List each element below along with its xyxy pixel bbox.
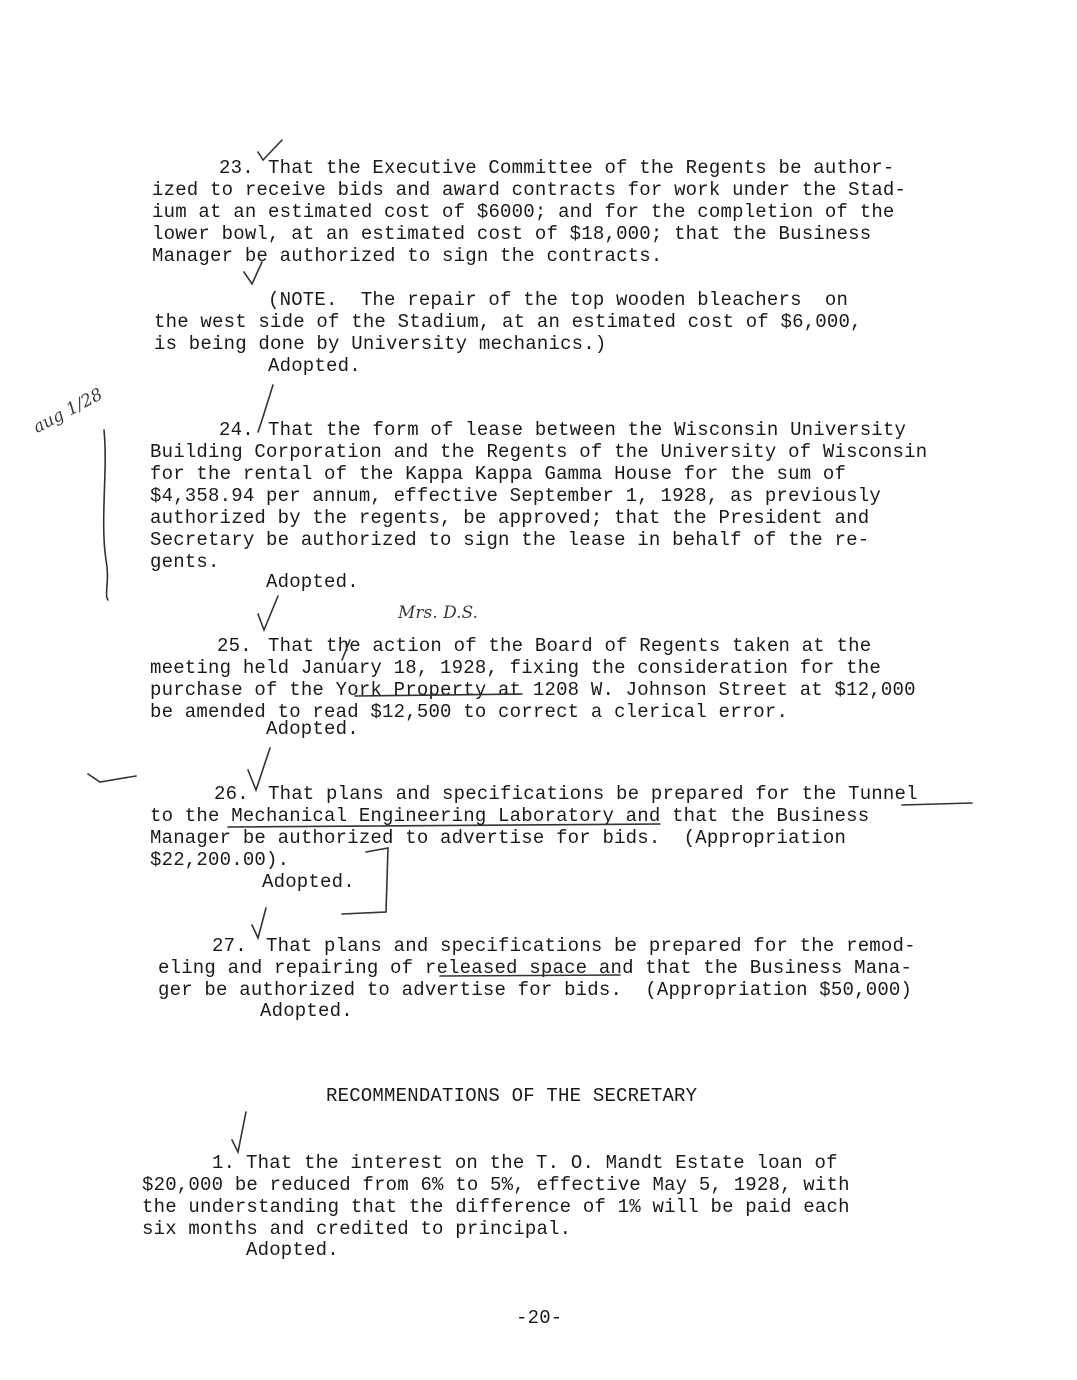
margin-arrow xyxy=(88,774,136,782)
adopted-status: Adopted. xyxy=(266,718,359,740)
item-text-line: That plans and specifications be prepared for the remod- xyxy=(266,935,916,957)
page-number: -20- xyxy=(516,1307,563,1329)
item-number: 1. xyxy=(212,1152,236,1174)
item-text-line: authorized by the regents, be approved; that the President and xyxy=(150,507,870,529)
item-text-line: be amended to read $12,500 to correct a clerical error. xyxy=(150,701,789,723)
checkmark-icon xyxy=(248,748,270,790)
underline-mechanical-lab xyxy=(228,824,660,827)
item-number: 26. xyxy=(214,783,249,805)
item-text-line: six months and credited to principal. xyxy=(142,1218,572,1240)
item-text-line: That the action of the Board of Regents taken at the xyxy=(268,635,872,657)
item-text-line: the understanding that the difference of 1% will be paid each xyxy=(142,1196,850,1218)
item-text-line: ized to receive bids and award contracts for work under the Stad- xyxy=(152,179,907,201)
section-heading: RECOMMENDATIONS OF THE SECRETARY xyxy=(326,1085,698,1107)
item-text-line: Manager be authorized to sign the contracts. xyxy=(152,245,663,267)
item-text-line: Secretary be authorized to sign the lease in behalf of the re- xyxy=(150,529,870,551)
adopted-status: Adopted. xyxy=(262,871,355,893)
checkmark-icon xyxy=(258,596,278,630)
item-text-line: gents. xyxy=(150,551,220,573)
item-text-line: Manager be authorized to advertise for bids. (Appropriation xyxy=(150,827,847,849)
item-text-line: lower bowl, at an estimated cost of $18,000; that the Business xyxy=(152,223,872,245)
item-text-line: Building Corporation and the Regents of the University of Wisconsin xyxy=(150,441,928,463)
note-text-line: (NOTE. The repair of the top wooden bleachers on xyxy=(268,289,849,311)
pen-stroke xyxy=(342,640,350,660)
underline-tunnel xyxy=(902,803,972,805)
item-text-line: ger be authorized to advertise for bids. (Appropriation $50,000) xyxy=(158,979,913,1001)
checkmark-icon xyxy=(258,140,282,160)
item-text-line: to the Mechanical Engineering Laboratory and that the Business xyxy=(150,805,870,827)
bracket-mark xyxy=(342,848,388,914)
adopted-status: Adopted. xyxy=(260,1000,353,1022)
item-text-line: ium at an estimated cost of $6000; and for the completion of the xyxy=(152,201,895,223)
note-text-line: the west side of the Stadium, at an estimated cost of $6,000, xyxy=(154,311,862,333)
handwritten-annotation: Mrs. D.S. xyxy=(398,603,478,623)
adopted-status: Adopted. xyxy=(266,571,359,593)
item-text-line: That plans and specifications be prepared for the Tunnel xyxy=(268,783,918,805)
item-text-line: $20,000 be reduced from 6% to 5%, effective May 5, 1928, with xyxy=(142,1174,850,1196)
item-text-line: meeting held January 18, 1928, fixing the consideration for the xyxy=(150,657,881,679)
item-text-line: purchase of the York Property at 1208 W. Johnson Street at $12,000 xyxy=(150,679,916,701)
margin-date-note: aug 1/28 xyxy=(30,384,107,438)
checkmark-icon xyxy=(258,385,273,432)
item-text-line: $4,358.94 per annum, effective September 1, 1928, as previously xyxy=(150,485,881,507)
item-text-line: That the interest on the T. O. Mandt Estate loan of xyxy=(246,1152,838,1174)
margin-bracket xyxy=(104,430,108,600)
item-text-line: That the Executive Committee of the Regents be author- xyxy=(268,157,895,179)
checkmark-icon xyxy=(252,908,266,938)
underline-york-property xyxy=(355,694,522,696)
item-text-line: for the rental of the Kappa Kappa Gamma House for the sum of xyxy=(150,463,847,485)
item-text-line: $22,200.00). xyxy=(150,849,290,871)
checkmark-icon xyxy=(244,262,262,284)
item-number: 24. xyxy=(219,419,254,441)
adopted-status: Adopted. xyxy=(268,355,361,377)
item-number: 23. xyxy=(219,157,254,179)
item-number: 25. xyxy=(217,635,252,657)
checkmark-icon xyxy=(232,1112,246,1152)
item-number: 27. xyxy=(212,935,247,957)
item-text-line: eling and repairing of released space and that the Business Mana- xyxy=(158,957,913,979)
note-text-line: is being done by University mechanics.) xyxy=(154,333,607,355)
item-text-line: That the form of lease between the Wisconsin University xyxy=(268,419,907,441)
underline-released-space xyxy=(440,975,620,976)
adopted-status: Adopted. xyxy=(246,1239,339,1261)
